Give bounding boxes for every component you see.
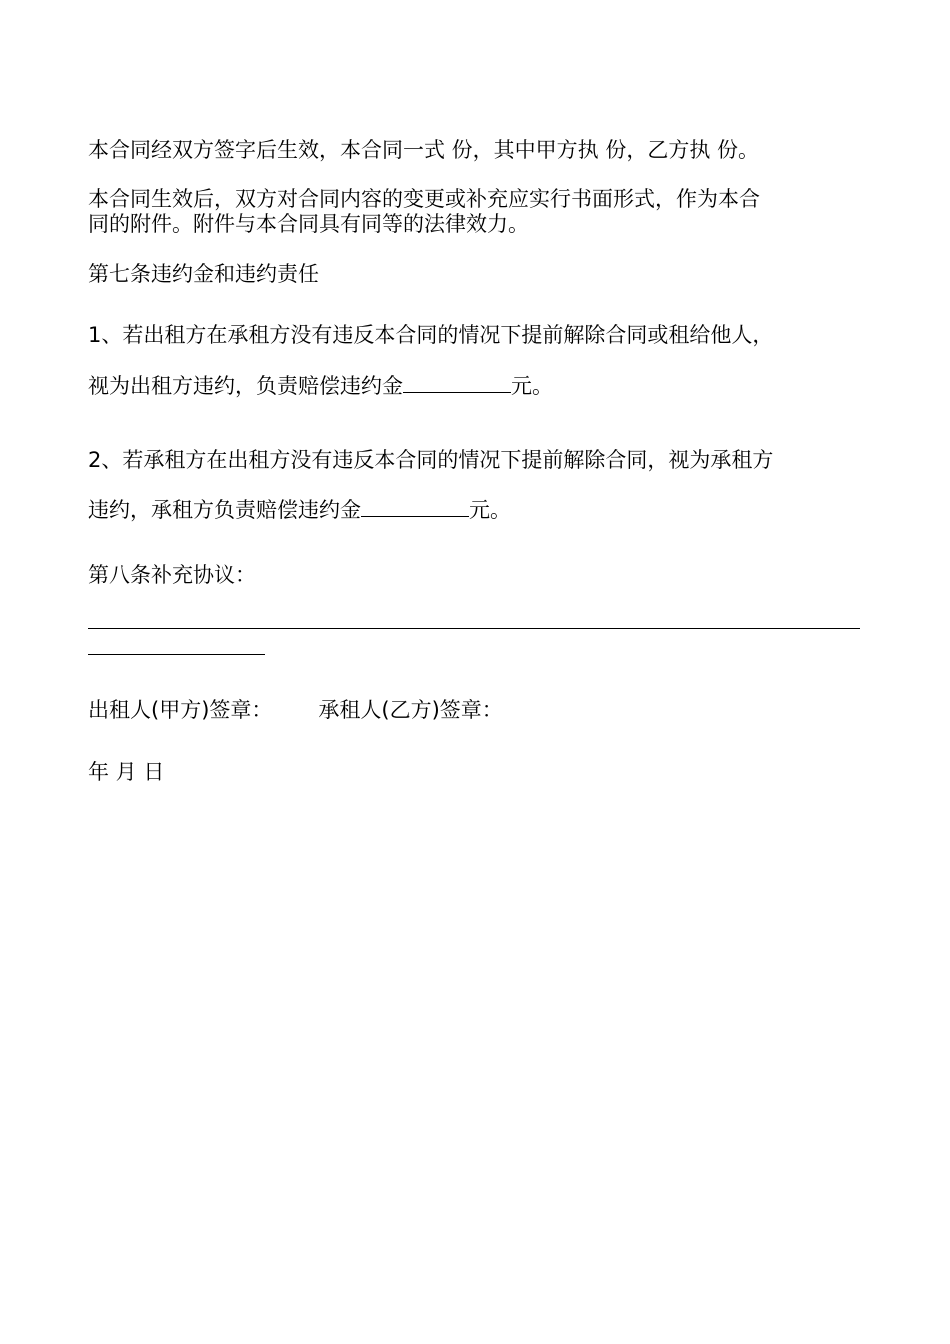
lessor-signature-label: 出租人(甲方)签章： (88, 698, 273, 722)
lessee-signature-label: 承租人(乙方)签章： (318, 698, 503, 722)
supplementary-agreement-blank-line-1 (88, 628, 860, 629)
clause-1-text: 视为出租方违约，负责赔偿违约金 (88, 374, 403, 398)
article-7-title: 第七条违约金和违约责任 (88, 262, 319, 286)
date-line: 年 月 日 (88, 760, 165, 784)
clause-2-unit: 元。 (469, 498, 511, 522)
article-8-title: 第八条补充协议： (88, 563, 256, 587)
supplementary-agreement-blank-line-2 (88, 654, 265, 655)
clause-1-line-1: 1、若出租方在承租方没有违反本合同的情况下提前解除合同或租给他人， (88, 323, 774, 347)
clause-2-line-1: 2、若承租方在出租方没有违反本合同的情况下提前解除合同，视为承租方 (88, 448, 774, 472)
clause-1-unit: 元。 (511, 374, 553, 398)
paragraph-amendment-line-1: 本合同生效后，双方对合同内容的变更或补充应实行书面形式，作为本合 (88, 187, 760, 211)
paragraph-effectiveness: 本合同经双方签字后生效，本合同一式 份，其中甲方执 份，乙方执 份。 (88, 138, 760, 162)
clause-2-text: 违约，承租方负责赔偿违约金 (88, 498, 361, 522)
paragraph-amendment-line-2: 同的附件。附件与本合同具有同等的法律效力。 (88, 212, 529, 236)
penalty-amount-blank-2 (361, 498, 469, 517)
clause-2-line-2 (88, 497, 511, 523)
clause-1-line-2 (88, 373, 553, 399)
signature-row (88, 697, 503, 723)
penalty-amount-blank-1 (403, 374, 511, 393)
